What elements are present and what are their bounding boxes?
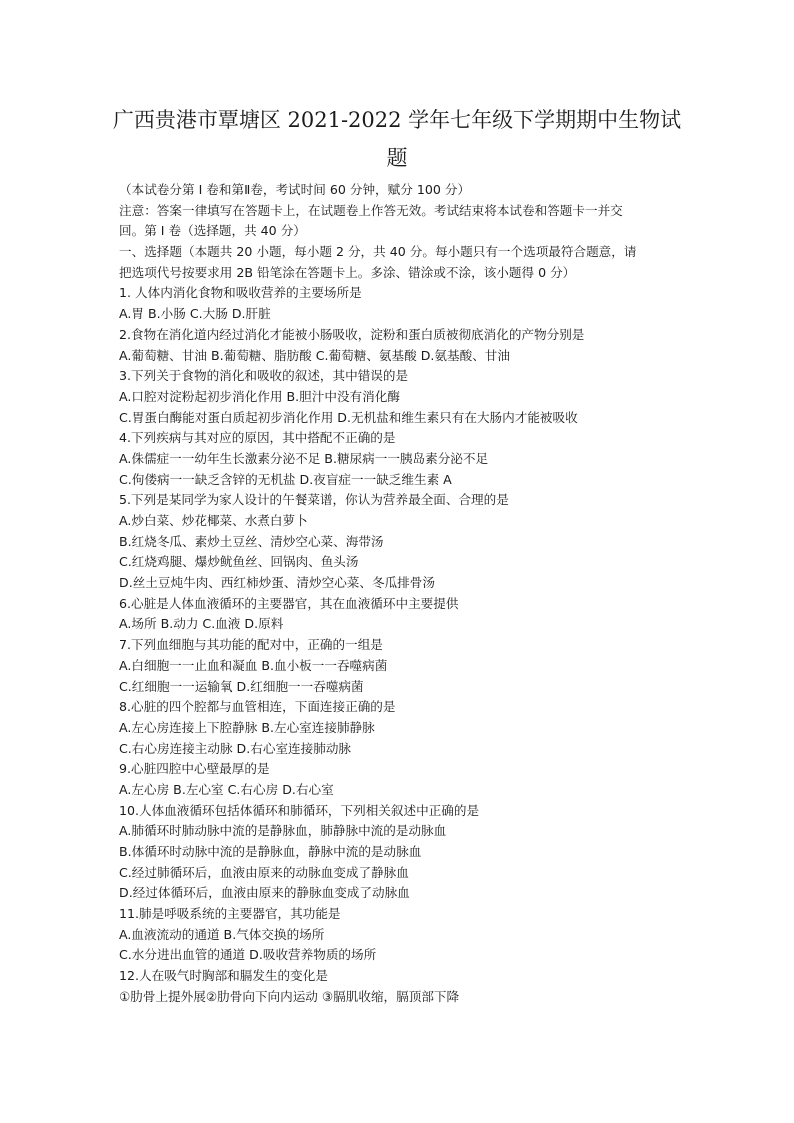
question-options: A.白细胞一一止血和凝血 B.血小板一一吞噬病菌: [119, 657, 388, 673]
exam-info: （本试卷分第 I 卷和第Ⅱ卷，考试时间 60 分钟，赋分 100 分）: [119, 182, 471, 197]
question-options: C.胃蛋白酶能对蛋白质起初步消化作用 D.无机盐和维生素只有在大肠内才能被吸收: [119, 409, 578, 425]
question-options: C.右心房连接主动脉 D.右心室连接肺动脉: [119, 740, 352, 756]
question-item: [119, 490, 679, 593]
question-options: C.红烧鸡腿、爆炒鱿鱼丝、回锅肉、鱼头汤: [119, 554, 359, 570]
question-options: C.红细胞一一运输氧 D.红细胞一一吞噬病菌: [119, 678, 364, 694]
question-options: C.佝偻病一一缺乏含锌的无机盐 D.夜盲症一一缺乏维生素 A: [119, 471, 452, 487]
question-stem: 6.心脏是人体血液循环的主要器官，其在血液循环中主要提供: [119, 595, 459, 611]
question-item: [119, 966, 679, 1007]
question-list: [119, 283, 679, 1007]
question-options: C.水分进出血管的通道 D.吸收营养物质的场所: [119, 947, 377, 963]
question-options: A.葡萄糖、甘油 B.葡萄糖、脂肪酸 C.葡萄糖、氨基酸 D.氨基酸、甘油: [119, 347, 510, 363]
question-options: A.左心房连接上下腔静脉 B.左心室连接肺静脉: [119, 719, 375, 735]
question-stem: 3.下列关于食物的消化和吸收的叙述，其中错误的是: [119, 368, 409, 384]
question-options: ①肋骨上提外展②肋骨向下向内运动 ③膈肌收缩，膈顶部下降: [119, 988, 460, 1004]
question-item: [119, 697, 679, 759]
page-title-continued: 题: [386, 146, 408, 170]
question-options: C.经过肺循环后，血液由原来的动脉血变成了静脉血: [119, 864, 409, 880]
section-heading: 一、选择题（本题共 20 小题，每小题 2 分，共 40 分。每小题只有一个选项最符合题意，请: [119, 244, 637, 260]
question-options: D.经过体循环后，血液由原来的静脉血变成了动脉血: [119, 885, 410, 901]
question-item: [119, 801, 679, 904]
question-stem: 9.心脏四腔中心壁最厚的是: [119, 761, 270, 777]
question-stem: 2.食物在消化道内经过消化才能被小肠吸收，淀粉和蛋白质被彻底消化的产物分别是: [119, 326, 585, 342]
question-options: A.场所 B.动力 C.血液 D.原料: [119, 616, 284, 632]
exam-body: [119, 180, 679, 1008]
question-options: A.侏儒症一一幼年生长激素分泌不足 B.糖尿病一一胰岛素分泌不足: [119, 450, 489, 466]
question-options: D.丝土豆炖牛肉、西红柿炒蛋、清炒空心菜、冬瓜排骨汤: [119, 575, 435, 591]
question-options: B.红烧冬瓜、素炒土豆丝、清炒空心菜、海带汤: [119, 533, 384, 549]
question-stem: 5.下列是某同学为家人设计的午餐菜谱，你认为营养最全面、合理的是: [119, 492, 509, 508]
question-item: [119, 325, 679, 366]
question-options: A.口腔对淀粉起初步消化作用 B.胆汁中没有消化酶: [119, 388, 400, 404]
question-stem: 7.下列血细胞与其功能的配对中，正确的一组是: [119, 637, 383, 653]
question-options: A.左心房 B.左心室 C.右心房 D.右心室: [119, 781, 334, 797]
notice-text-continued: 回。第 I 卷（选择题，共 40 分）: [119, 223, 306, 239]
question-stem: 4.下列疾病与其对应的原因，其中搭配不正确的是: [119, 430, 396, 446]
section-heading-continued: 把选项代号按要求用 2B 铅笔涂在答题卡上。多涂、错涂或不涂，该小题得 0 分）: [119, 264, 576, 280]
question-stem: 1. 人体内消化食物和吸收营养的主要场所是: [119, 285, 362, 301]
question-item: [119, 366, 679, 428]
page-title: 广西贵港市覃塘区 2021-2022 学年七年级下学期期中生物试: [112, 108, 682, 132]
question-item: [119, 594, 679, 635]
question-options: A.肺循环时肺动脉中流的是静脉血，肺静脉中流的是动脉血: [119, 823, 447, 839]
question-item: [119, 904, 679, 966]
question-options: A.血液流动的通道 B.气体交换的场所: [119, 926, 325, 942]
question-options: A.炒白菜、炒花椰菜、水煮白萝卜: [119, 513, 308, 528]
question-stem: 10.人体血液循环包括体循环和肺循环，下列相关叙述中正确的是: [119, 802, 480, 818]
question-item: [119, 283, 679, 324]
question-stem: 11.肺是呼吸系统的主要器官，其功能是: [119, 906, 341, 922]
question-item: [119, 759, 679, 800]
question-options: B.体循环时动脉中流的是静脉血，静脉中流的是动脉血: [119, 844, 422, 859]
question-item: [119, 635, 679, 697]
question-stem: 8.心脏的四个腔都与血管相连，下面连接正确的是: [119, 699, 396, 715]
notice-text: 注意：答案一律填写在答题卡上，在试题卷上作答无效。考试结束将本试卷和答题卡一并交: [119, 202, 623, 218]
question-options: A.胃 B.小肠 C.大肠 D.肝脏: [119, 306, 271, 322]
question-stem: 12.人在吸气时胸部和膈发生的变化是: [119, 968, 328, 984]
question-item: [119, 428, 679, 490]
